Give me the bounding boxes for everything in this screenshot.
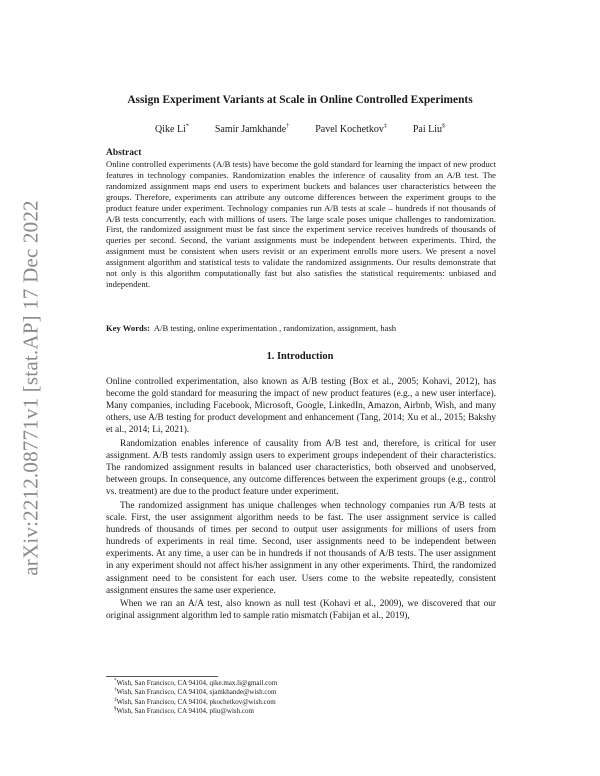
author-name: Pavel Kochetkov <box>315 124 384 135</box>
keywords-label: Key Words: <box>106 323 151 333</box>
section-heading-introduction: 1. Introduction <box>266 351 334 362</box>
footnote <box>114 707 277 716</box>
footnote-text: Wish, San Francisco, CA 94104, pkochetkov@wish.com <box>116 697 276 706</box>
paragraph: When we ran an A/A test, also known as null test (Kohavi et al., 2009), we discovered that our original assignment algorithm led to sample ratio mismatch (Fabijan et al., 2019), <box>106 599 496 622</box>
footnote-text: Wish, San Francisco, CA 94104, sjamkhande@wish.com <box>116 688 277 697</box>
abstract-heading: Abstract <box>106 148 142 158</box>
footnote-mark: § <box>114 706 117 712</box>
footnote-text: Wish, San Francisco, CA 94104, qike.max.li@gmail.com <box>116 679 278 687</box>
footnote-mark: † <box>114 687 117 693</box>
author-list <box>80 124 520 135</box>
footnote <box>114 679 277 688</box>
paragraph: Randomization enables inference of causality from A/B test and, therefore, is critical for user assignment. A/B tests randomly assign users to experiment groups independent of their characteristics. The randomized assignment results in balanced user characteristics, both observed and unobserved, between groups. In consequence, any outcome differences between the experiment groups (e.g., control vs. treatment) are due to the product feature under experiment. <box>106 438 496 498</box>
paragraph: The randomized assignment has unique challenges when technology companies run A/B tests at scale. First, the user assignment algorithm needs to be fast. The user assignment service is called hundreds of thousands of times per second to output user assignments for millions of users from hundreds of experiments in real time. Second, user assignments need to be independent between experiments. At any time, a user can be in hundreds if not thousands of A/B tests. The user assignment in any experiment should not affect his/her assignment in any other experiments. Third, the randomized assignment need to be consistent for each user. Users come to the website repeatedly, consistent assignment ensures the same user experience. <box>106 500 496 596</box>
paragraph: Online controlled experimentation, also known as A/B testing (Box et al., 2005; Kohavi, 2012), has become the gold standard for measuring the impact of new product features (e.g., a new user interface). Many companies, including Facebook, Microsoft, Google, LinkedIn, Amazon, Airbnb, Wish, and many others, use A/B testing for product development and enhancement (Tang, 2014; Xu et al., 2015; Bakshy et al., 2014; Li, 2021). <box>106 377 496 436</box>
author <box>155 124 189 135</box>
footnote <box>114 698 277 707</box>
arxiv-identifier-stamp <box>16 196 46 580</box>
author-name: Pai Liu <box>412 124 442 135</box>
footnote-divider <box>106 676 218 677</box>
keywords-text: A/B testing, online experimentation , randomization, assignment, hash <box>153 323 397 333</box>
footnote-text: Wish, San Francisco, CA 94104, pliu@wish.com <box>116 706 254 715</box>
author-name: Samir Jamkhande <box>214 124 287 135</box>
author <box>315 124 387 135</box>
author <box>215 124 289 135</box>
author-footnote-mark: † <box>286 123 290 130</box>
author <box>413 124 445 135</box>
paper-title: Assign Experiment Variants at Scale in Online Controlled Experiments <box>127 94 473 106</box>
footnote-mark: * <box>114 678 117 684</box>
author-footnote-mark: * <box>185 123 189 130</box>
author-name: Qike Li <box>155 124 186 135</box>
arxiv-stamp-text: arXiv:2212.08771v1 [stat.AP] 17 Dec 2022 <box>18 200 43 576</box>
author-footnote-mark: ‡ <box>383 123 387 130</box>
footnote <box>114 688 277 697</box>
author-footnote-mark: § <box>441 123 445 130</box>
footnote-mark: ‡ <box>114 697 117 703</box>
footnotes <box>114 679 277 716</box>
keywords <box>106 323 496 334</box>
abstract-text: Online controlled experiments (A/B tests) have become the gold standard for learning the impact of new product features in technology companies. Randomization enables the inference of causality from an A/B test. The randomized assignment maps end users to experiment buckets and balances user characteristics between the groups. Therefore, experiments can attribute any outcome differences between the experiment groups to the product feature under experiment. Technology companies run A/B tests at scale – hundreds if not thousands of A/B tests concurrently, each with millions of users. The large scale poses unique challenges to randomization. First, the randomized assignment must be fast since the experiment service receives hundreds of thousands of queries per second. Second, the variant assignments must be independent between experiments. Third, the assignment must be consistent when users revisit or an experiment enrolls more users. We present a novel assignment algorithm and statistical tests to validate the randomized assignments. Our results demonstrate that not only is this algorithm computationally fast but also satisfies the statistical requirements: unbiased and independent. <box>106 159 496 289</box>
introduction-body <box>106 376 496 624</box>
